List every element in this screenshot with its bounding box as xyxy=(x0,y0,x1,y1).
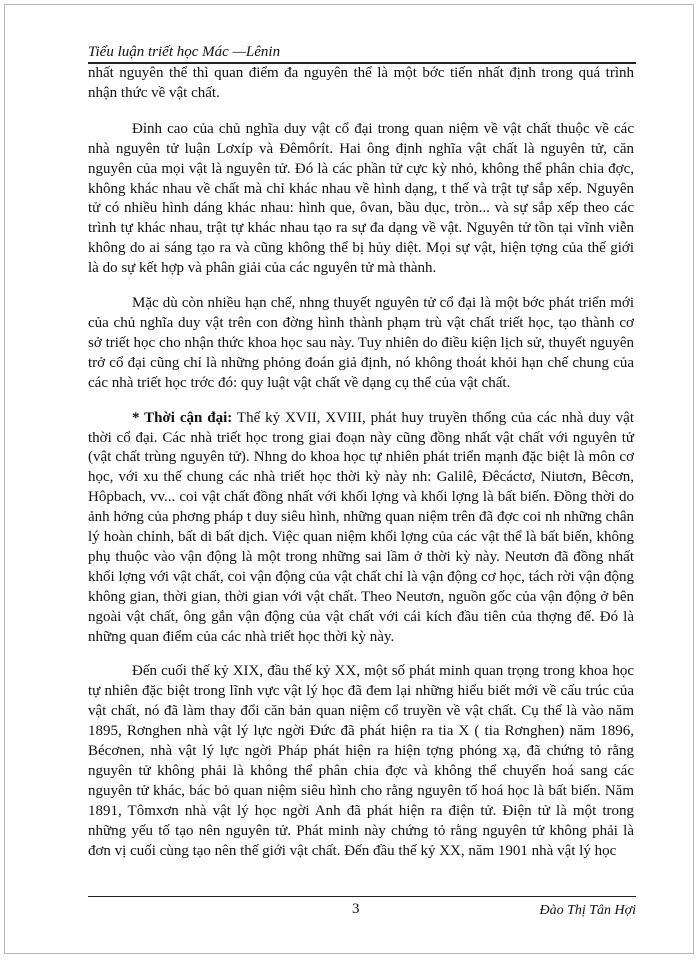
page-header xyxy=(88,44,636,64)
paragraph-2: Đỉnh cao của chủ nghĩa duy vật cổ đại trong quan niệm về vật chất thuộc về các nhà nguyên tử luận Lơxíp và Đêmôrít. Hai ông định nghĩa vật chất là nguyên tử, căn nguyên của mọi vật là nguyên tử. Đó là các phần tử cực kỳ nhỏ, không thể phân chia đợc, không khác nhau về chất mà chỉ khác nhau về hình dạng, t thế và trật tự sắp xếp. Nguyên tử có nhiều hình dáng khác nhau: hình que, ôvan, bầu dục, tròn... và sự sắp xếp theo các trình tự khác nhau, trật tự khác nhau tạo ra sự đa dạng về vật. Nguyên tử tồn tại vĩnh viễn không do ai sáng tạo ra và cũng không thể bị hủy diệt. Mọi sự vật, hiện tợng của thế giới là do sự kết hợp và phân giải của các nguyên tử mà thành. xyxy=(88,120,634,277)
paragraph-5: Đến cuối thế kỷ XIX, đầu thế kỷ XX, một số phát minh quan trọng trong khoa học tự nhiên đặc biệt trong lĩnh vực vật lý học đã đem lại những hiểu biết mới về cấu trúc của vật chất, nó đã làm thay đổi căn bản quan niệm cổ truyền về vật chất. Cụ thể là vào năm 1895, Rơnghen nhà vật lý lực ngời Đức đã phát hiện ra tia X ( tia Rơnghen) năm 1896, Bécơnen, nhà vật lý lực ngời Pháp phát hiện ra hiện tợng phóng xạ, đã chứng tỏ rằng nguyên tử không phải là không thể phân chia đợc và không thể chuyển hoá sang các nguyên tử khác, bác bỏ quan niệm siêu hình cho rằng nguyên tố hoá học là bất biến. Năm 1891, Tômxơn nhà vật lý học ngời Anh đã phát hiện ra điện tử. Điện tử là một trong những yếu tố tạo nên nguyên tử. Phát minh này chứng tỏ rằng nguyên tử không phải là đơn vị cuối cùng tạo nên thế giới vật chất. Đến đầu thế kỷ XX, năm 1901 nhà vật lý học xyxy=(88,663,634,859)
paragraph-4 xyxy=(88,409,634,648)
author-name: Đào Thị Tân Hợi xyxy=(539,903,636,918)
section-heading: * Thời cận đại: xyxy=(132,409,233,426)
page-number: 3 xyxy=(352,901,360,917)
page-footer xyxy=(88,896,636,923)
document-body xyxy=(88,64,634,877)
paragraph-3: Mặc dù còn nhiều hạn chế, nhng thuyết nguyên tử cổ đại là một bớc phát triển mới của chủ nghĩa duy vật trên con đờng hình thành phạm trù vật chất triết học, tạo thành cơ sở triết học cho nhận thức khoa học sau này. Tuy nhiên do điều kiện lịch sử, thuyết nguyên trở cổ đại cũng chỉ là những phỏng đoán giả định, nó không thoát khỏi hạn chế chung của các nhà triết học trớc đó: quy luật vật chất về dạng cụ thể của vật chất. xyxy=(88,295,634,391)
paragraph-4-text: Thế kỷ XVII, XVIII, phát huy truyền thống của các nhà duy vật thời cổ đại. Các nhà triết học trong giai đoạn này cũng đồng nhất vật chất với nguyên tử (vật chất trùng nguyên tử). Nhng do khoa học tự nhiên phát triển mạnh đặc biệt là môn cơ học, với xu thế chung các nhà triết học thời kỳ này nh: Galilê, Đêcáctơ, Niutơn, Bêcơn, Hôpbach, vv... coi vật chất đồng nhất với khối lợng và khối lợng là bất biến. Đồng thời do ảnh hởng của phơng pháp t duy siêu hình, những quan niệm trên đã đợc coi nh những chân lý hoàn chỉnh, bất di bất dịch. Việc quan niệm khối lợng của các vật thể là bất biến, không phụ thuộc vào vận động là một trong những sai lầm ở thời kỳ này. Neutơn đã đồng nhất khối lợng với vật chất, coi vận động của vật chất chỉ là vận động cơ học, tách rời vận động không gian, thời gian, thời gian với vật chất. Theo Neutơn, nguồn gốc của vận động ở bên ngoài vật chất, ông gắn vận động của vật chất với cái kích đầu tiên của thợng đế. Đó là những quan điểm của các nhà triết học thời kỳ này. xyxy=(88,409,634,645)
header-title: Tiểu luận triết học Mác —Lênin xyxy=(88,44,281,60)
paragraph-1: nhất nguyên thể thì quan điểm đa nguyên thể là một bớc tiến nhất định trong quá trình nhận thức về vật chất. xyxy=(88,65,634,101)
